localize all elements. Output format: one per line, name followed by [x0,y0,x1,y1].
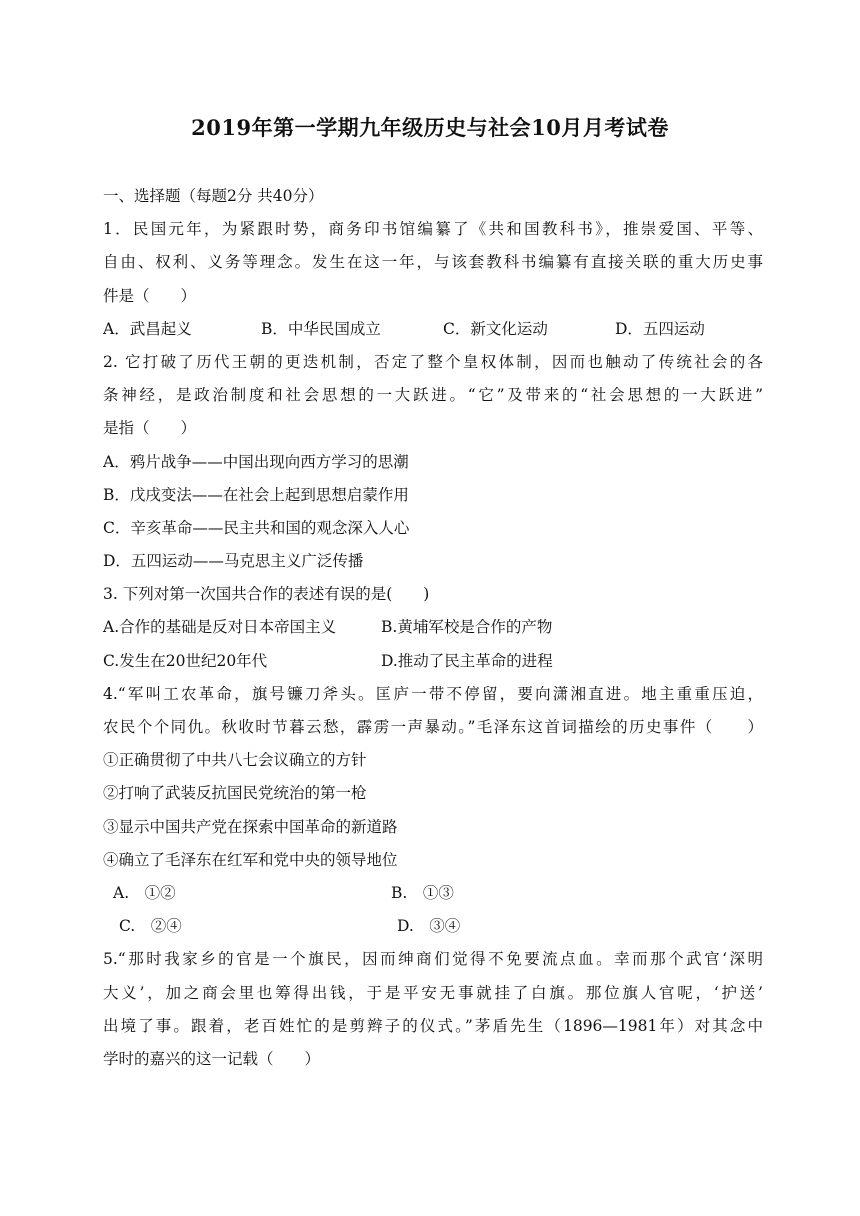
q5-text-line-1: 5.“那时我家乡的官是一个旗民，因而绅商们觉得不免要流点血。幸而那个武官‘深明 [103,950,763,969]
q2-text-line-3: 是指（ ） [103,419,197,438]
q4-options-row-2 [103,910,763,943]
q4-text-line-1: 4.“军叫工农革命，旗号镰刀斧头。匡庐一带不停留，要向潇湘直进。地主重重压迫， [103,684,763,703]
q3-options-row-2 [103,645,763,678]
q2-text-line-2: 条神经，是政治制度和社会思想的一大跃进。“它”及带来的“社会思想的一大跃进” [103,386,763,405]
q2-option-d: D．五四运动——马克思主义广泛传播 [103,552,364,571]
q3-option-d: D.推动了民主革命的进程 [381,651,553,670]
q1-option-a: A．武昌起义 [103,319,192,338]
q1-options [103,313,763,346]
q4-option-d: D. ③④ [397,917,461,936]
q1-option-c: C．新文化运动 [443,319,548,338]
q4-option-a: A. ①② [113,883,176,902]
q4-options-row-1 [103,877,763,910]
q4-statement-2: ②打响了武装反抗国民党统治的第一枪 [103,784,367,803]
q4-statement-4: ④确立了毛泽东在红军和党中央的领导地位 [103,850,398,869]
q1-text-line-2: 自由、权利、义务等理念。发生在这一年，与该套教科书编纂有直接关联的重大历史事 [103,253,763,272]
q4-text-line-2: 农民个个同仇。秋收时节暮云愁，霹雳一声暴动。”毛泽东这首词描绘的历史事件（ ） [103,718,763,736]
q1-option-b: B．中华民国成立 [261,319,381,338]
q4-statement-1: ①正确贯彻了中共八七会议确立的方针 [103,751,367,770]
section-heading: 一、选择题（每题2分 共40分） [103,187,324,205]
q4-option-c: C. ②④ [119,917,182,936]
q1-text-line-3: 件是（ ） [103,286,197,305]
q1-option-d: D．五四运动 [615,319,705,338]
q3-text: 3. 下列对第一次国共合作的表述有误的是( ) [103,585,430,604]
q4-statement-3: ③显示中国共产党在探索中国革命的新道路 [103,817,398,836]
q3-option-a: A.合作的基础是反对日本帝国主义 [103,618,337,637]
q2-option-b: B．戊戌变法——在社会上起到思想启蒙作用 [103,485,409,504]
q3-option-b: B.黄埔军校是合作的产物 [381,618,553,637]
q2-option-a: A．鸦片战争——中国出现向西方学习的思潮 [103,452,409,471]
exam-title: 2019年第一学期九年级历史与社会10月月考试卷 [191,115,669,140]
q2-text-line-1: 2. 它打破了历代王朝的更迭机制，否定了整个皇权体制，因而也触动了传统社会的各 [103,352,763,371]
q5-text-line-3: 出境了事。跟着，老百姓忙的是剪辫子的仪式。”茅盾先生（1896—1981年）对其念中 [103,1016,763,1035]
q1-text-line-1: 1．民国元年，为紧跟时势，商务印书馆编纂了《共和国教科书》，推崇爱国、平等、 [103,220,763,239]
exam-content [103,180,763,1076]
q3-option-c: C.发生在20世纪20年代 [103,651,268,670]
q3-options-row-1 [103,611,763,644]
q5-text-line-4: 学时的嘉兴的这一记载（ ） [103,1049,321,1068]
q4-option-b: B. ①③ [391,883,454,902]
q2-option-c: C．辛亥革命——民主共和国的观念深入人心 [103,518,410,537]
q5-text-line-2: 大义’，加之商会里也筹得出钱，于是平安无事就挂了白旗。那位旗人官呢，‘护送’ [103,983,763,1002]
